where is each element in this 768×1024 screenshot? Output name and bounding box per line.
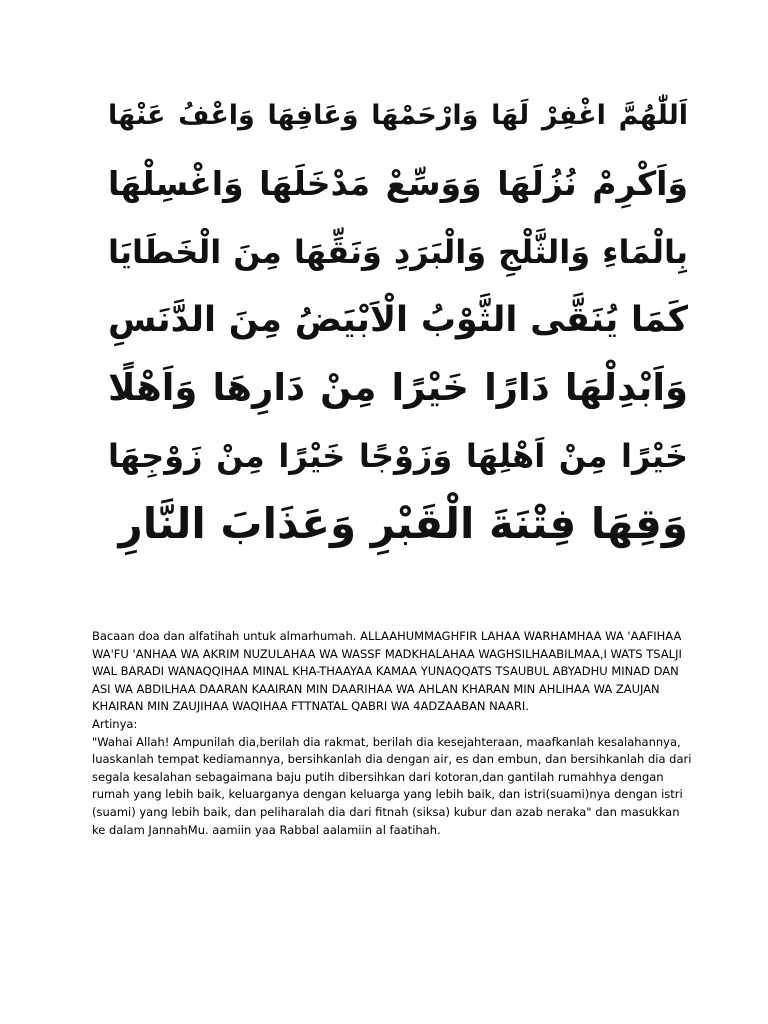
arabic-prayer-image [108,82,688,562]
arabic-line-7: وَقِهَا فِتْنَةَ الْقَبْرِ وَعَذَابَ النَّارِ [118,499,688,548]
arabic-line-2: وَاَكْرِمْ نُزُلَهَا وَوَسِّعْ مَدْخَلَهَا وَاغْسِلْهَا [108,164,688,203]
arabic-line-3: بِالْمَاءِ وَالثَّلْجِ وَالْبَرَدِ وَنَقِّهَا مِنَ الْخَطَايَا [108,233,688,271]
arabic-line-1: اَللّٰهُمَّ اغْفِرْ لَهَا وَارْحَمْهَا وَعَافِهَا وَاعْفُ عَنْهَا [108,100,688,131]
document-body [92,628,692,839]
arabic-line-6: خَيْرًا مِنْ اَهْلِهَا وَزَوْجًا خَيْرًا مِنْ زَوْجِهَا [108,437,688,475]
meaning-paragraph: "Wahai Allah! Ampunilah dia,berilah dia rakmat, berilah dia kesejahteraan, maafkanlah kesalahannya, luaskanlah tempat kediamannya, bersihkanlah dia dengan air, es dan embun, dan bersihkanlah dia dari segala kesalahan sebagaimana baju putih dibersihkan dari kotoran,dan gantilah rumahhya dengan rumah yang lebih baik, keluarganya dengan keluarga yang lebih baik, dan istri(suami)nya dengan istri (suami) yang lebih baik, dan peliharalah dia dari fitnah (siksa) kubur dan azab neraka" dan masukkan ke dalam JannahMu. aamiin yaa Rabbal aalamiin al faatihah. [92,734,692,837]
arabic-line-4: كَمَا يُنَقَّى الثَّوْبُ الْاَبْيَضُ مِنَ الدَّنَسِ [108,300,688,340]
transliteration-paragraph: Bacaan doa dan alfatihah untuk almarhumah. ALLAAHUMMAGHFIR LAHAA WARHAMHAA WA 'AAFIHAA WA'FU 'ANHAA WA AKRIM NUZULAHAA WA WASSF MADKHALAHAA WAGHSILHAABILMAA,I WATS TSALJI WAL BARADI WANAQQIHAA MINAL KHA-THAAYAA KAMAA YUNAQQATS TSAUBUL ABYADHU MINAD DAN ASI WA ABDILHAA DAARAN KAAIRAN MIN DAARIHAA WA AHLAN KHARAN MIN AHLIHAA WA ZAUJAN KHAIRAN MIN ZAUJIHAA WAQIHAA FTTNATAL QABRI WA 4ADZAABAN NAARI. [92,629,682,714]
meaning-heading: Artinya: [92,716,138,731]
arabic-line-5: وَاَبْدِلْهَا دَارًا خَيْرًا مِنْ دَارِهَا وَاَهْلًا [108,366,688,409]
